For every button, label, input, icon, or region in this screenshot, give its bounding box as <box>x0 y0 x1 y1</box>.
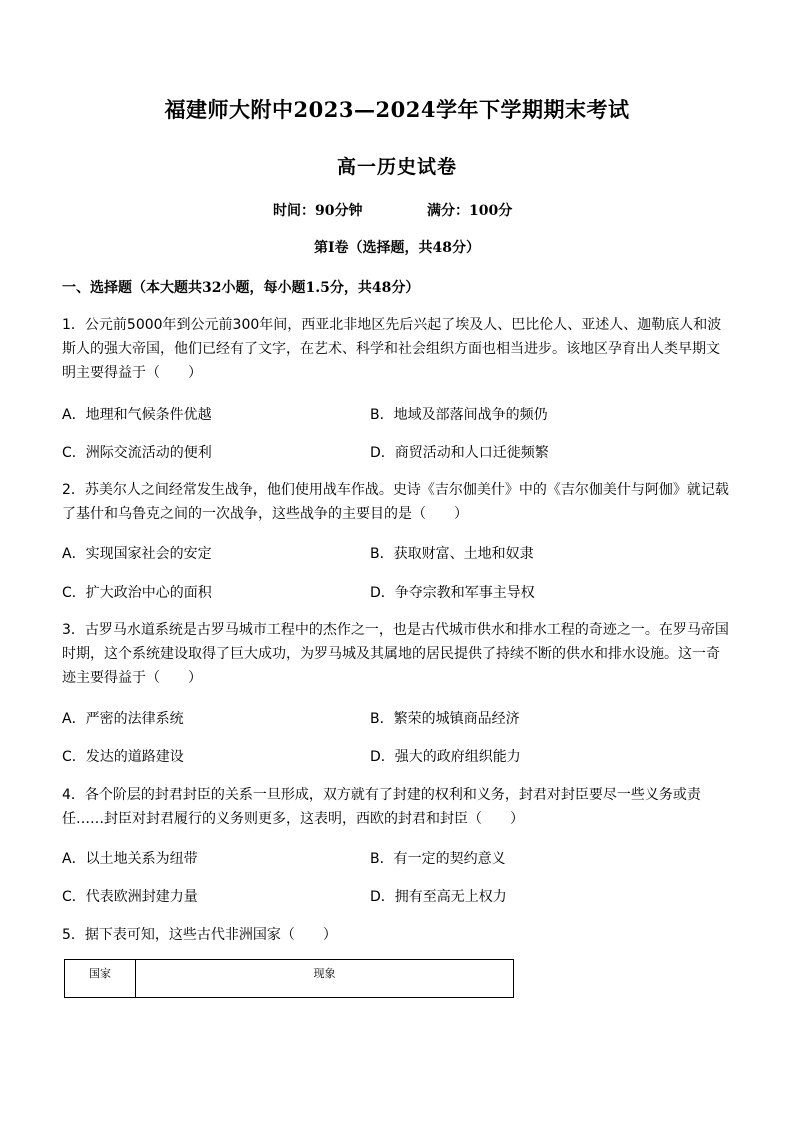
question-1 <box>62 313 734 385</box>
question-line: 斯人的强大帝国，他们已经有了文字，在艺术、科学和社会组织方面也相当进步。该地区孕育出人类早期文 <box>62 341 720 357</box>
q2-option-b[interactable]: B．获取财富、土地和奴隶 <box>370 546 534 562</box>
exam-score: 满分：100分 <box>427 203 513 219</box>
table-header-row <box>65 960 514 998</box>
q3-option-a[interactable]: A．严密的法律系统 <box>62 711 184 727</box>
q1-option-b[interactable]: B．地域及部落间战争的频仍 <box>370 407 548 423</box>
q3-option-b[interactable]: B．繁荣的城镇商品经济 <box>370 711 520 727</box>
q1-option-d[interactable]: D．商贸活动和人口迁徙频繁 <box>370 445 549 461</box>
question-line: 任……封臣对封君履行的义务则更多，这表明，西欧的封君和封臣（ ） <box>62 811 524 827</box>
question-line: 迹主要得益于（ ） <box>62 670 202 686</box>
q4-option-c[interactable]: C．代表欧洲封建力量 <box>62 889 198 905</box>
q2-option-a[interactable]: A．实现国家社会的安定 <box>62 546 212 562</box>
q3-option-c[interactable]: C．发达的道路建设 <box>62 749 184 765</box>
q4-option-a[interactable]: A．以土地关系为纽带 <box>62 851 198 867</box>
question-4 <box>62 783 734 831</box>
question-line: 4．各个阶层的封君封臣的关系一旦形成，双方就有了封建的权利和义务，封君对封臣要尽一些义务或责 <box>62 787 701 803</box>
question-line: 2．苏美尔人之间经常发生战争，他们使用战车作战。史诗《吉尔伽美什》中的《吉尔伽美什与阿伽》就记载 <box>62 482 729 498</box>
q5-table <box>64 959 514 998</box>
q2-option-d[interactable]: D．争夺宗教和军事主导权 <box>370 585 535 601</box>
question-5 <box>62 923 734 947</box>
exam-title: 福建师大附中2023—2024学年下学期期末考试 <box>164 97 630 122</box>
question-3 <box>62 618 734 690</box>
table-header-phenomenon: 现象 <box>136 960 514 998</box>
q2-option-c[interactable]: C．扩大政治中心的面积 <box>62 585 212 601</box>
exam-subtitle: 高一历史试卷 <box>336 156 457 178</box>
q1-option-a[interactable]: A．地理和气候条件优越 <box>62 407 212 423</box>
table-header-country: 国家 <box>65 960 136 998</box>
question-line: 3．古罗马水道系统是古罗马城市工程中的杰作之一，也是古代城市供水和排水工程的奇迹之一。在罗马帝国 <box>62 622 729 638</box>
q4-option-d[interactable]: D．拥有至高无上权力 <box>370 889 507 905</box>
part-title: 第Ⅰ卷（选择题，共48分） <box>313 240 481 256</box>
section-title: 一、选择题（本大题共32小题，每小题1.5分，共48分） <box>62 280 420 296</box>
question-2 <box>62 478 734 526</box>
q1-option-c[interactable]: C．洲际交流活动的便利 <box>62 445 212 461</box>
question-line: 1．公元前5000年到公元前300年间，西亚北非地区先后兴起了埃及人、巴比伦人、亚述人、迦勒底人和波 <box>62 317 722 333</box>
q4-option-b[interactable]: B．有一定的契约意义 <box>370 851 506 867</box>
question-line: 时期，这个系统建设取得了巨大成功，为罗马城及其属地的居民提供了持续不断的供水和排水设施。这一奇 <box>62 646 720 662</box>
q3-option-d[interactable]: D．强大的政府组织能力 <box>370 749 521 765</box>
question-line: 了基什和乌鲁克之间的一次战争，这些战争的主要目的是（ ） <box>62 506 468 522</box>
question-line: 5．据下表可知，这些古代非洲国家（ ） <box>62 927 337 943</box>
exam-time: 时间：90分钟 <box>273 203 363 219</box>
question-line: 明主要得益于（ ） <box>62 365 202 381</box>
